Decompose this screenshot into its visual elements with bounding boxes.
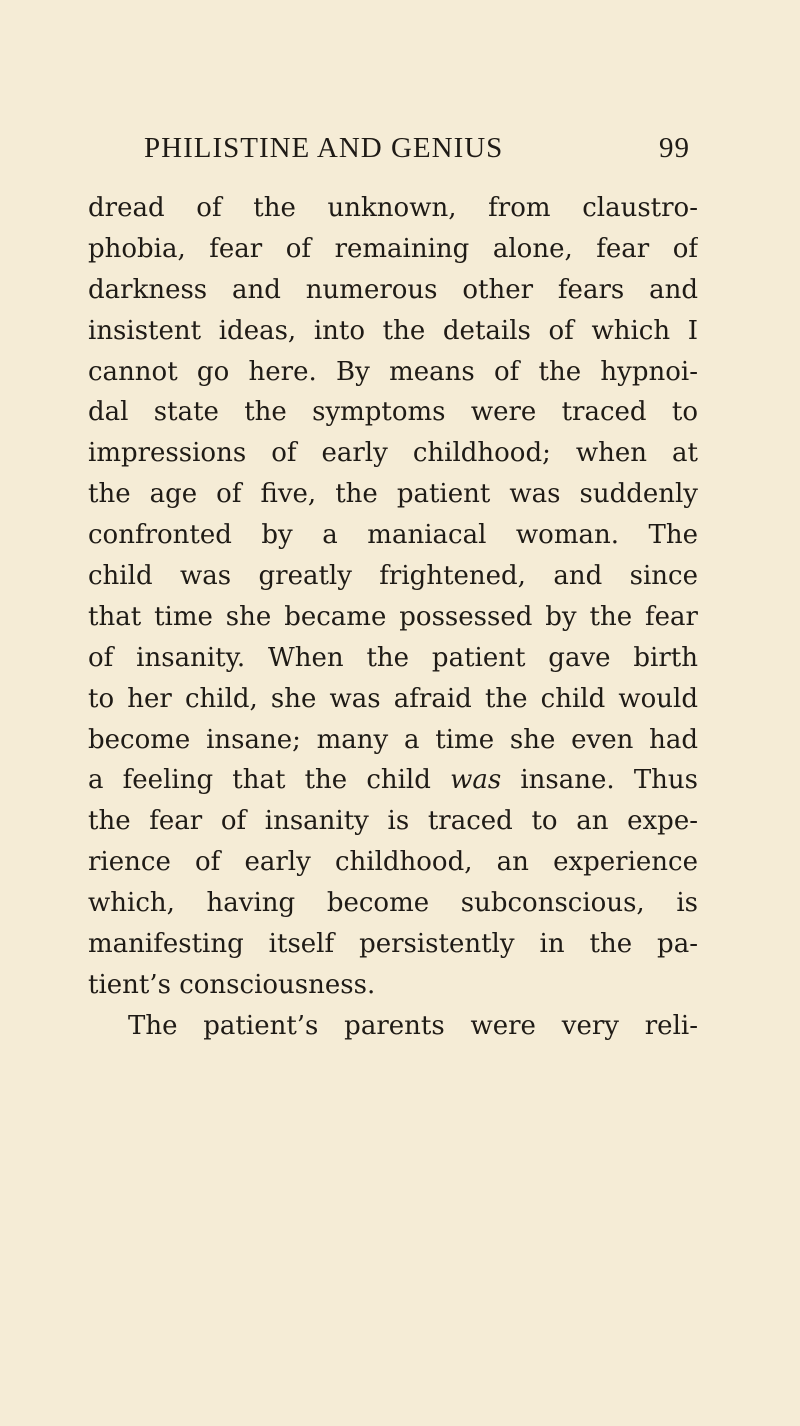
text-line: that time she became possessed by the fear: [88, 601, 698, 632]
text-line: to her child, she was afraid the child would: [88, 683, 698, 714]
text-line: rience of early childhood, an experience: [88, 847, 698, 878]
running-head: [144, 132, 690, 172]
text-line: the fear of insanity is traced to an expe-: [88, 806, 698, 837]
text-line: of insanity. When the patient gave birth: [88, 642, 698, 673]
page-number: 99: [659, 132, 690, 164]
text-line: manifesting itself persistently in the pa-: [88, 929, 698, 960]
text-line: The patient’s parents were very reli-: [128, 1010, 698, 1041]
italic-emphasis: was: [450, 765, 502, 796]
body-text: [88, 188, 698, 1047]
text-line: the age of five, the patient was suddenly: [88, 479, 698, 510]
text-line: a feeling that the child was insane. Thus: [88, 765, 698, 796]
text-line: become insane; many a time she even had: [88, 724, 698, 755]
text-line: tient’s consciousness.: [88, 969, 376, 1000]
text-line: child was greatly frightened, and since: [88, 561, 698, 592]
text-line: dal state the symptoms were traced to: [88, 397, 698, 428]
text-line: which, having become subconscious, is: [88, 888, 698, 919]
text-line: phobia, fear of remaining alone, fear of: [88, 233, 698, 264]
text-line: impressions of early childhood; when at: [88, 438, 698, 469]
text-line: cannot go here. By means of the hypnoi-: [88, 356, 698, 387]
text-line: confronted by a maniacal woman. The: [88, 520, 698, 551]
text-line: insistent ideas, into the details of which I: [88, 315, 698, 346]
running-title: PHILISTINE AND GENIUS: [144, 132, 504, 164]
text-line: dread of the unknown, from claustro-: [88, 193, 698, 223]
text-line: darkness and numerous other fears and: [88, 274, 698, 305]
